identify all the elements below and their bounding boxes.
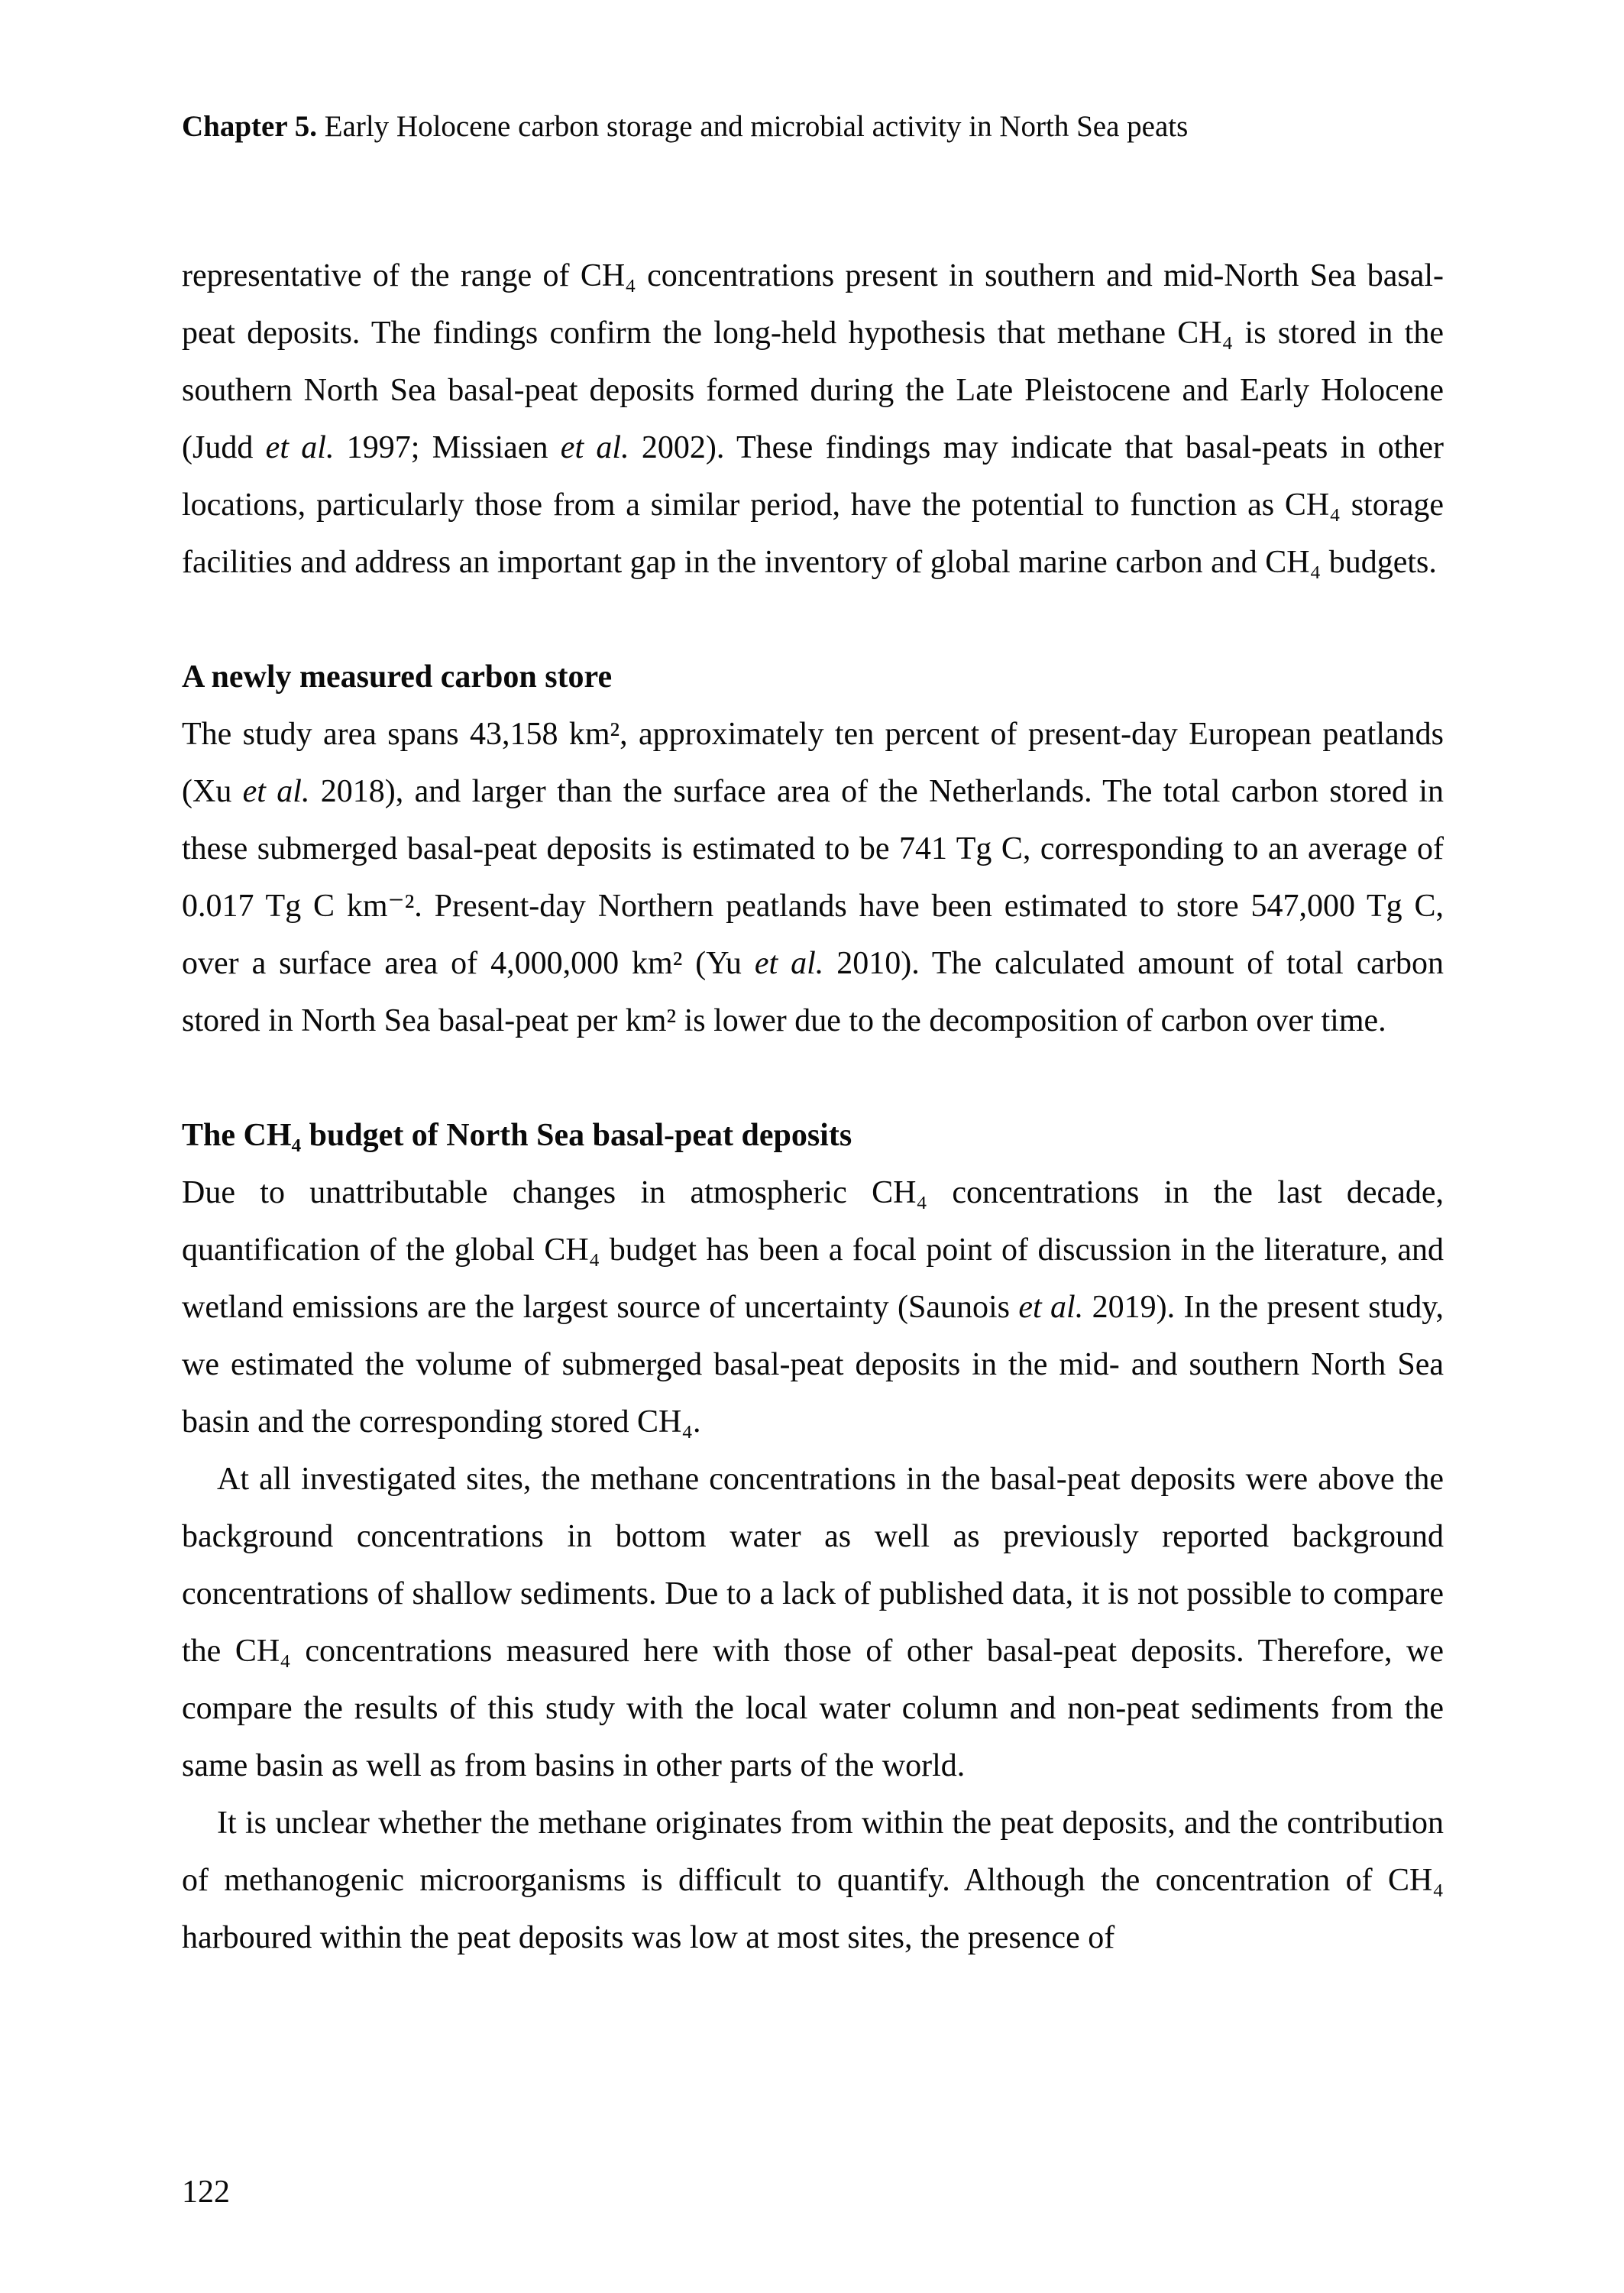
paragraph-methane-origin: It is unclear whether the methane originates from within the peat deposits, and the contribution of methanogenic microorganisms is difficult to quantify. Although the concentration of CH₄ harboured within the peat deposits was low at most sites, the presence of bbox=[182, 1806, 1444, 1955]
paragraph-investigated-sites: At all investigated sites, the methane concentrations in the basal-peat deposits were above the background concentrations in bottom water as well as previously reported background concentrations of shallow sediments. Due to a lack of published data, it is not possible to compare the CH₄ concentrations measured here with those of other basal-peat deposits. Therefore, we compare the results of this study with the local water column and non-peat sediments from the same basin as well as from basins in other parts of the world. bbox=[182, 1462, 1444, 1783]
section-heading-ch4-budget: The CH₄ budget of North Sea basal-peat deposits bbox=[182, 1118, 852, 1153]
section-heading-carbon-store: A newly measured carbon store bbox=[182, 659, 613, 695]
page-number: 122 bbox=[182, 2175, 230, 2210]
paragraph-carbon-store: The study area spans 43,158 km², approximately ten percent of present-day European peatlands (Xu et al. 2018), and larger than the surface area of the Netherlands. The total carbon stored in these submerged basal-peat deposits is estimated to be 741 Tg C, corresponding to an average of 0.017 Tg C km⁻². Present-day Northern peatlands have been estimated to store 547,000 Tg C, over a surface area of 4,000,000 km² (Yu et al. 2010). The calculated amount of total carbon stored in North Sea basal-peat per km² is lower due to the decomposition of carbon over time. bbox=[182, 717, 1444, 1038]
page-content bbox=[182, 248, 1444, 1967]
paragraph-ch4-budget: Due to unattributable changes in atmospheric CH₄ concentrations in the last decade, quantification of the global CH₄ budget has been a focal point of discussion in the literature, and wetland emissions are the largest source of uncertainty (Saunois et al. 2019). In the present study, we estimated the volume of submerged basal-peat deposits in the mid- and southern North Sea basin and the corresponding stored CH₄. bbox=[182, 1175, 1444, 1440]
chapter-header: Chapter 5. Early Holocene carbon storage and microbial activity in North Sea peats bbox=[182, 110, 1189, 143]
paragraph-intro: representative of the range of CH₄ concentrations present in southern and mid-North Sea basal-peat deposits. The findings confirm the long-held hypothesis that methane CH₄ is stored in the southern North Sea basal-peat deposits formed during the Late Pleistocene and Early Holocene (Judd et al. 1997; Missiaen et al. 2002). These findings may indicate that basal-peats in other locations, particularly those from a similar period, have the potential to function as CH₄ storage facilities and address an important gap in the inventory of global marine carbon and CH₄ budgets. bbox=[182, 258, 1444, 580]
